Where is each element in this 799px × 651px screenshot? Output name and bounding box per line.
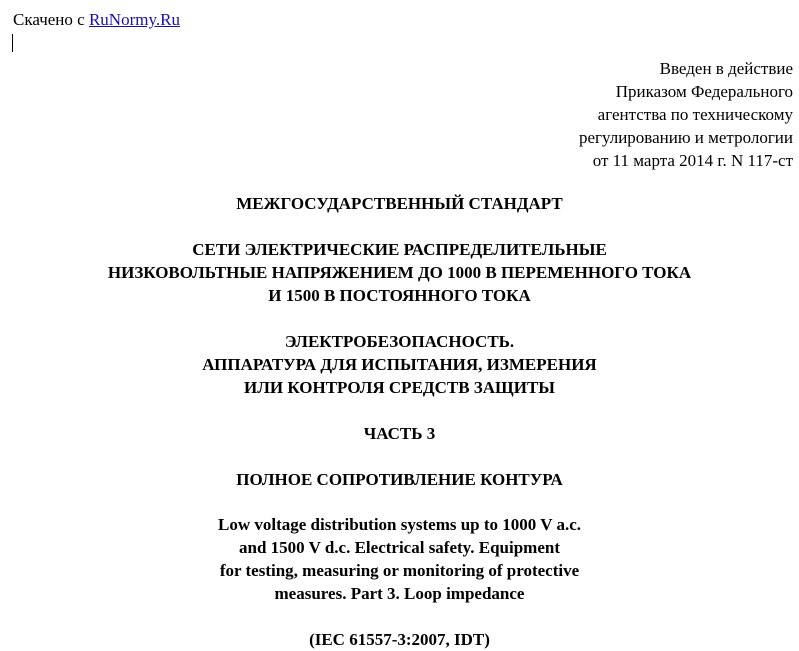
document-title bbox=[0, 238, 799, 307]
enactment-line: от 11 марта 2014 г. N 117-ст bbox=[592, 151, 793, 170]
part-number-text: ЧАСТЬ 3 bbox=[363, 424, 436, 443]
source-link[interactable]: RuNormy.Ru bbox=[88, 10, 180, 29]
enactment-line: Приказом Федерального bbox=[615, 82, 793, 101]
source-line bbox=[13, 10, 180, 30]
title-line: НИЗКОВОЛЬТНЫЕ НАПРЯЖЕНИЕМ ДО 1000 В ПЕРЕМЕННОГО ТОКА bbox=[107, 263, 692, 282]
enactment-line: Введен в действие bbox=[659, 59, 793, 78]
english-line: measures. Part 3. Loop impedance bbox=[274, 584, 525, 603]
english-line: for testing, measuring or monitoring of protective bbox=[219, 561, 580, 580]
enactment-line: агентства по техническому bbox=[597, 105, 793, 124]
document-type-text: МЕЖГОСУДАРСТВЕННЫЙ СТАНДАРТ bbox=[236, 194, 563, 213]
enactment-line: регулированию и метрологии bbox=[578, 128, 793, 147]
subtitle-line: АППАРАТУРА ДЛЯ ИСПЫТАНИЯ, ИЗМЕРЕНИЯ bbox=[202, 355, 597, 374]
subtitle-line: ИЛИ КОНТРОЛЯ СРЕДСТВ ЗАЩИТЫ bbox=[244, 378, 555, 397]
part-title bbox=[0, 468, 799, 491]
title-line: СЕТИ ЭЛЕКТРИЧЕСКИЕ РАСПРЕДЕЛИТЕЛЬНЫЕ bbox=[192, 240, 607, 259]
title-line: И 1500 В ПОСТОЯННОГО ТОКА bbox=[268, 286, 531, 305]
subtitle-line: ЭЛЕКТРОБЕЗОПАСНОСТЬ. bbox=[284, 332, 515, 351]
english-title bbox=[0, 513, 799, 605]
iec-reference-text: (IEC 61557-3:2007, IDT) bbox=[309, 630, 490, 649]
part-number bbox=[0, 422, 799, 445]
english-line: and 1500 V d.c. Electrical safety. Equipment bbox=[239, 538, 560, 557]
document-subtitle bbox=[0, 330, 799, 399]
english-line: Low voltage distribution systems up to 1000 V a.c. bbox=[217, 515, 581, 534]
iec-reference bbox=[0, 628, 799, 651]
source-prefix: Скачено с bbox=[13, 10, 85, 29]
enactment-block bbox=[579, 57, 793, 172]
document-type bbox=[0, 192, 799, 215]
part-title-text: ПОЛНОЕ СОПРОТИВЛЕНИЕ КОНТУРА bbox=[236, 470, 563, 489]
text-cursor bbox=[12, 34, 13, 52]
